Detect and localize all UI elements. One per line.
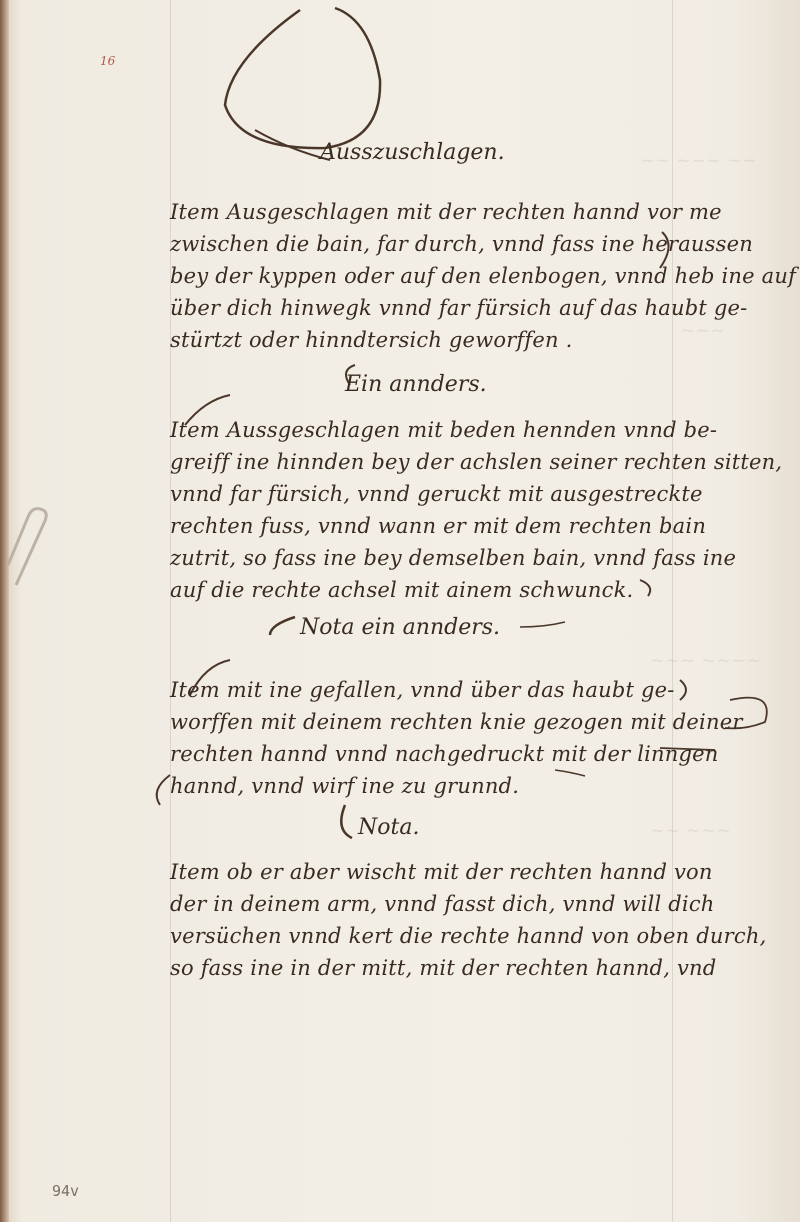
show-through: ~~~ <box>680 320 726 341</box>
text-line: Item Ausgeschlagen mit der rechten hannd vor me <box>170 200 722 224</box>
text-line: vnnd far fürsich, vnnd geruckt mit ausgestreckte <box>170 482 703 506</box>
text-line: greiff ine hinnden bey der achslen seiner rechten sitten, <box>170 450 783 474</box>
text-line: rechten fuss, vnnd wann er mit dem rechten bain <box>170 514 707 538</box>
text-line: der in deinem arm, vnnd fasst dich, vnnd will dich <box>170 892 715 916</box>
text-line: versüchen vnnd kert die rechte hannd von oben durch, <box>170 924 767 948</box>
show-through: ~~ ~~~ <box>650 820 732 841</box>
text-line: Item ob er aber wischt mit der rechten hannd von <box>170 860 713 884</box>
text-line: stürtzt oder hinndtersich geworffen . <box>170 328 573 352</box>
text-line: zwischen die bain, far durch, vnnd fass ine heraussen <box>170 232 753 256</box>
text-line: bey der kyppen oder auf den elenbogen, vnnd heb ine auf <box>170 264 797 288</box>
text-line: so fass ine in der mitt, mit der rechten hannd, vnd <box>170 956 717 980</box>
section-heading: Nota. <box>358 815 420 840</box>
folio-number: 94v <box>52 1182 80 1200</box>
section-heading: Ein annders. <box>345 372 487 397</box>
show-through: ~~ ~~~ ~~ <box>640 150 758 171</box>
section-heading: Ausszuschlagen. <box>320 140 505 165</box>
folio-mark-top: 16 <box>100 54 116 68</box>
section-heading: Nota ein annders. <box>300 615 501 640</box>
text-line: über dich hinwegk vnnd far fürsich auf das haubt ge- <box>170 296 748 320</box>
text-line: zutrit, so fass ine bey demselben bain, vnnd fass ine <box>170 546 737 570</box>
text-line: rechten hannd vnnd nachgedruckt mit der linngen <box>170 742 719 766</box>
text-line: Item Aussgeschlagen mit beden hennden vnnd be- <box>170 418 718 442</box>
text-line: hannd, vnnd wirf ine zu grunnd. <box>170 774 520 798</box>
text-line: Item mit ine gefallen, vnnd über das haubt ge- <box>170 678 675 702</box>
show-through: ~~~ ~~~~ <box>650 650 762 671</box>
text-line: worffen mit deinem rechten knie gezogen mit deiner <box>170 710 743 734</box>
text-line: auf die rechte achsel mit ainem schwunck. <box>170 578 634 602</box>
